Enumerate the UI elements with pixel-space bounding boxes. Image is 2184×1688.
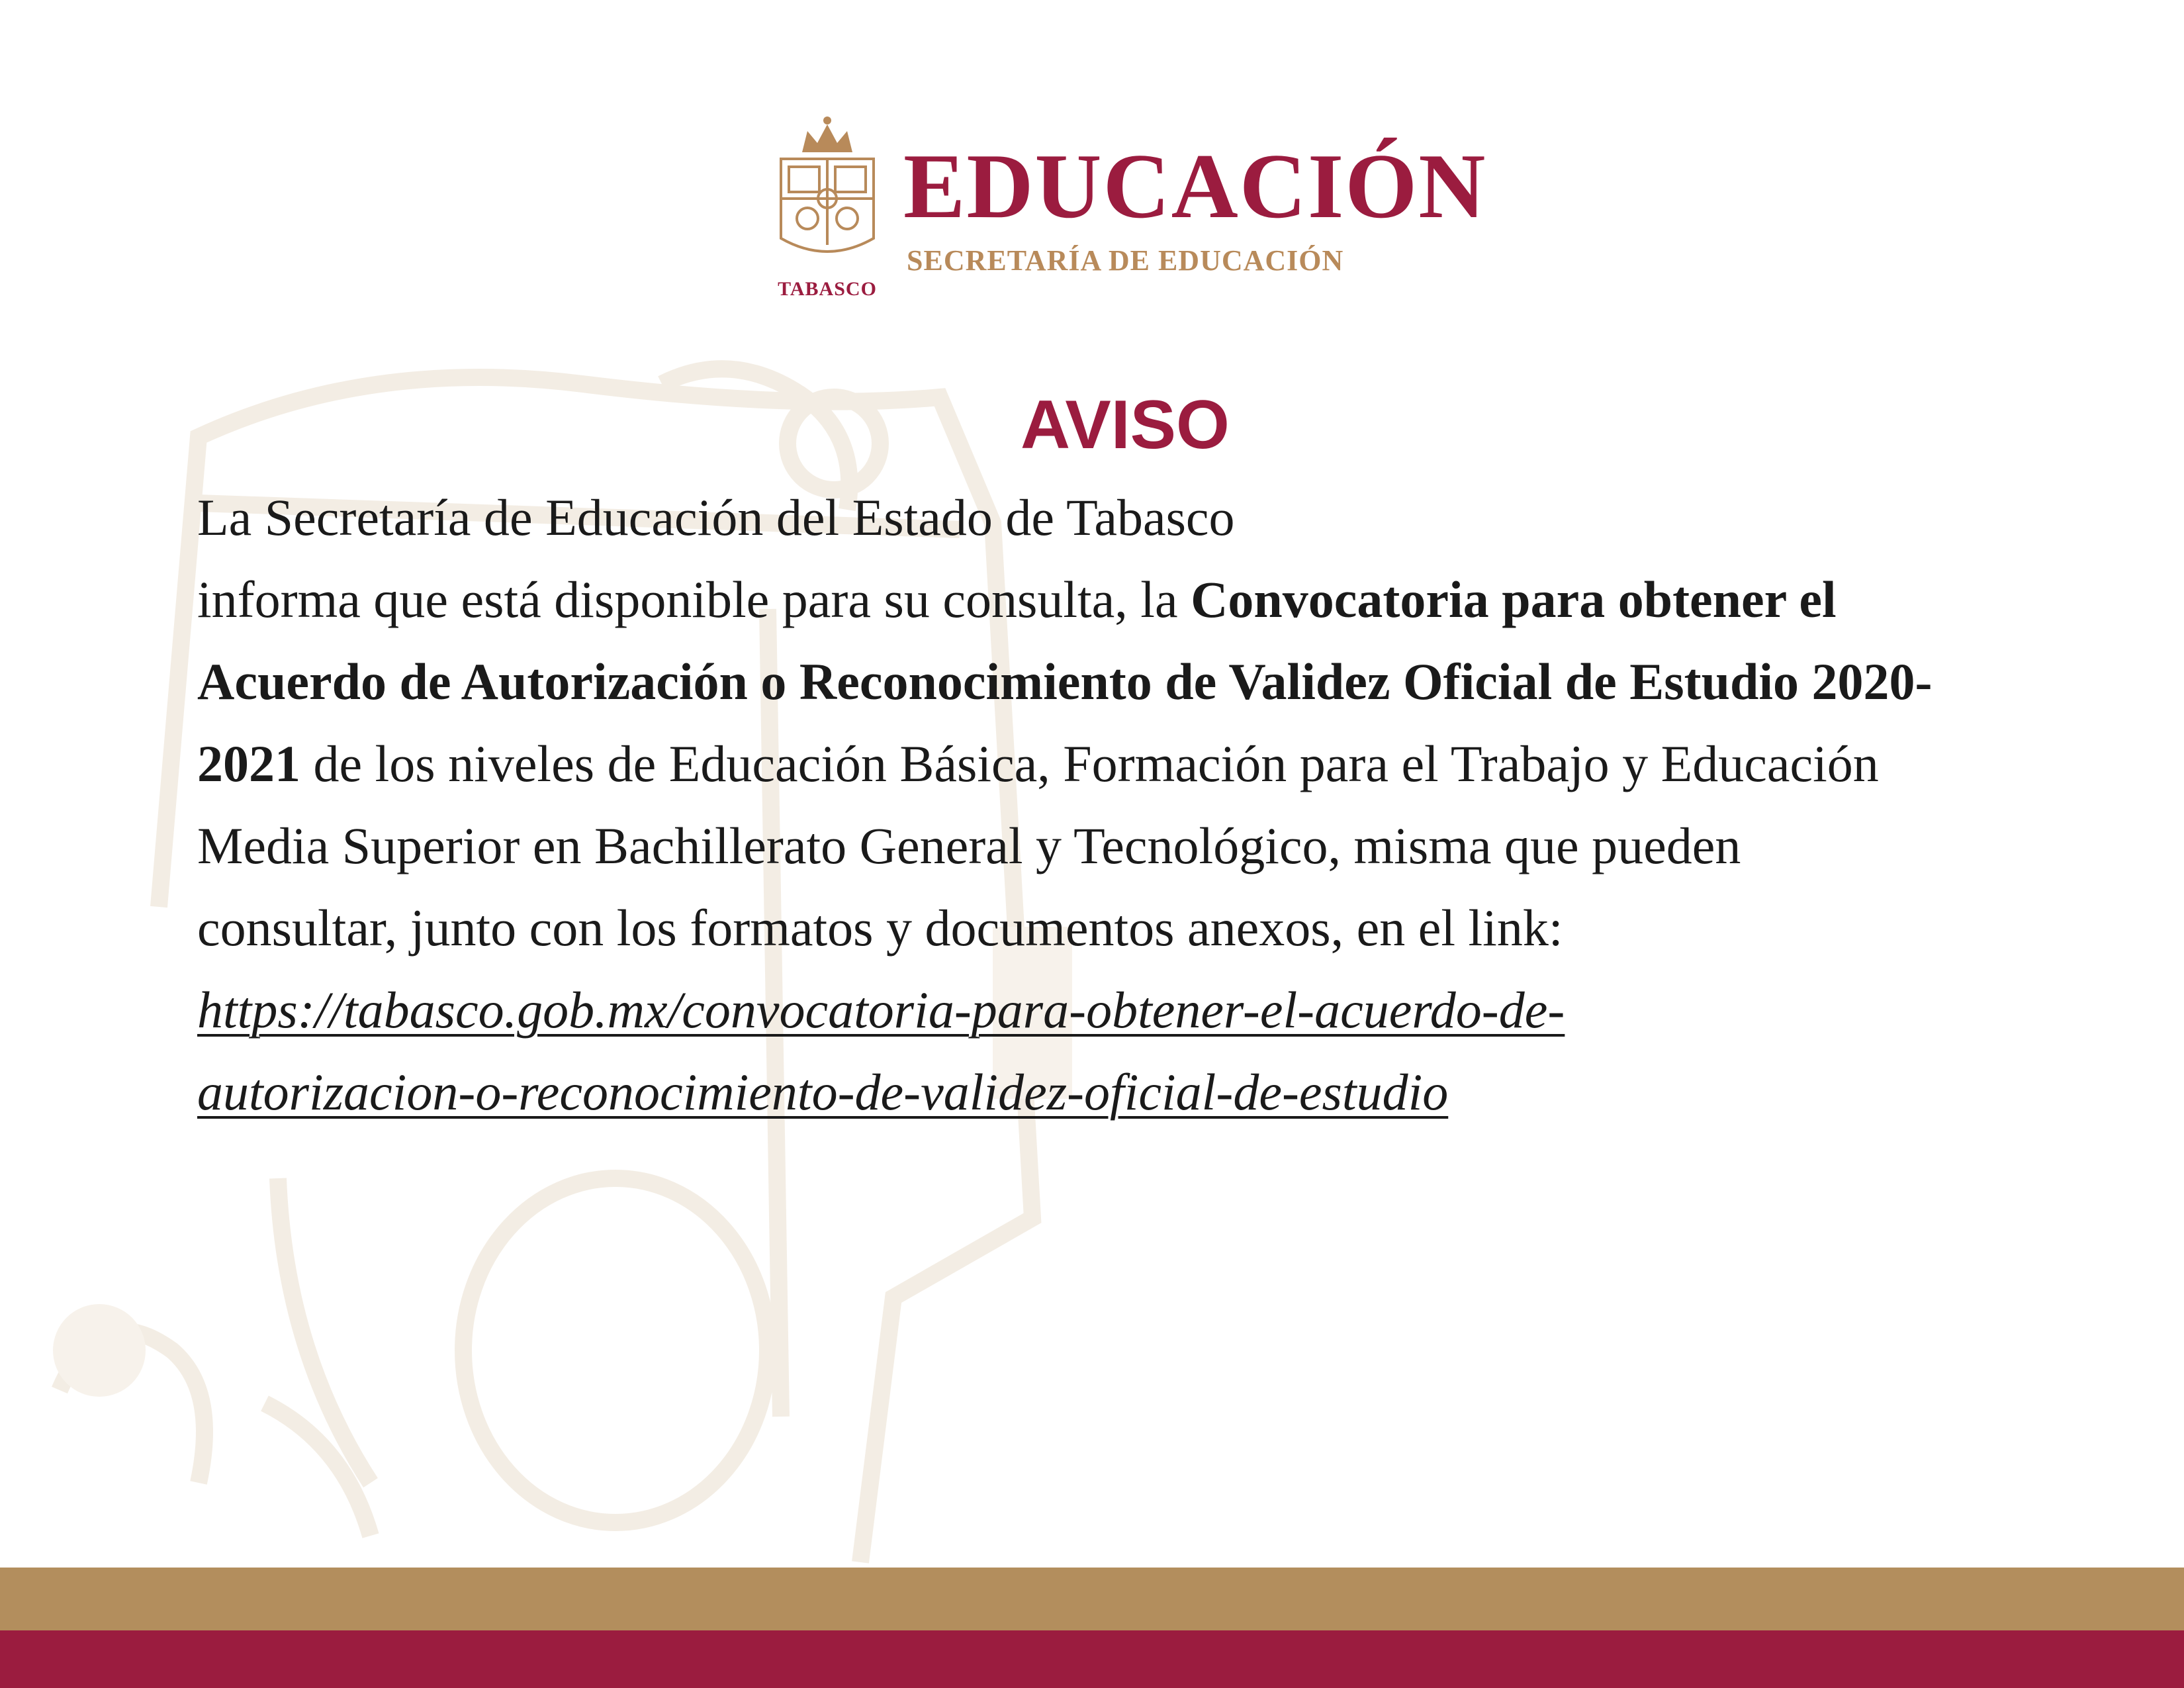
notice-rest: de los niveles de Educación Básica, Formación para el Trabajo y Educación Media Superior en Bachillerato General y Tecnológico, misma que pueden consultar, junto con los formatos y documentos anexos, en el link: [197, 735, 1879, 957]
link-part1[interactable]: https://tabasco.gob.mx/convocatoria-para-obtener-el-acuerdo-de- [197, 981, 1565, 1039]
notice-bold-title: Convocatoria para obtener el Acuerdo de Autorización o Reconocimiento de Validez Oficial de Estudio 2020-2021 [197, 571, 1933, 792]
link-part2[interactable]: autorizacion-o-reconocimiento-de-validez-oficial-de-estudio [197, 1063, 1449, 1121]
notice-title-text: AVISO [1021, 387, 1230, 463]
brand-subtitle: SECRETARÍA DE EDUCACIÓN [907, 244, 1344, 277]
notice-line1: La Secretaría de Educación del Estado de Tabasco [197, 489, 1235, 546]
convocatoria-link[interactable] [197, 981, 1565, 1121]
notice-body [197, 477, 1944, 1133]
header-logo [768, 113, 1496, 311]
footer-band-red [0, 1630, 2184, 1688]
footer-band-gold [0, 1568, 2184, 1630]
crest-caption: TABASCO [778, 278, 877, 300]
notice-intro: informa que está disponible para su consulta, la [197, 571, 1191, 628]
notice-title [0, 387, 2184, 463]
tabasco-coat-of-arms-icon [768, 113, 887, 271]
brand-name: EDUCACIÓN [903, 135, 1487, 238]
